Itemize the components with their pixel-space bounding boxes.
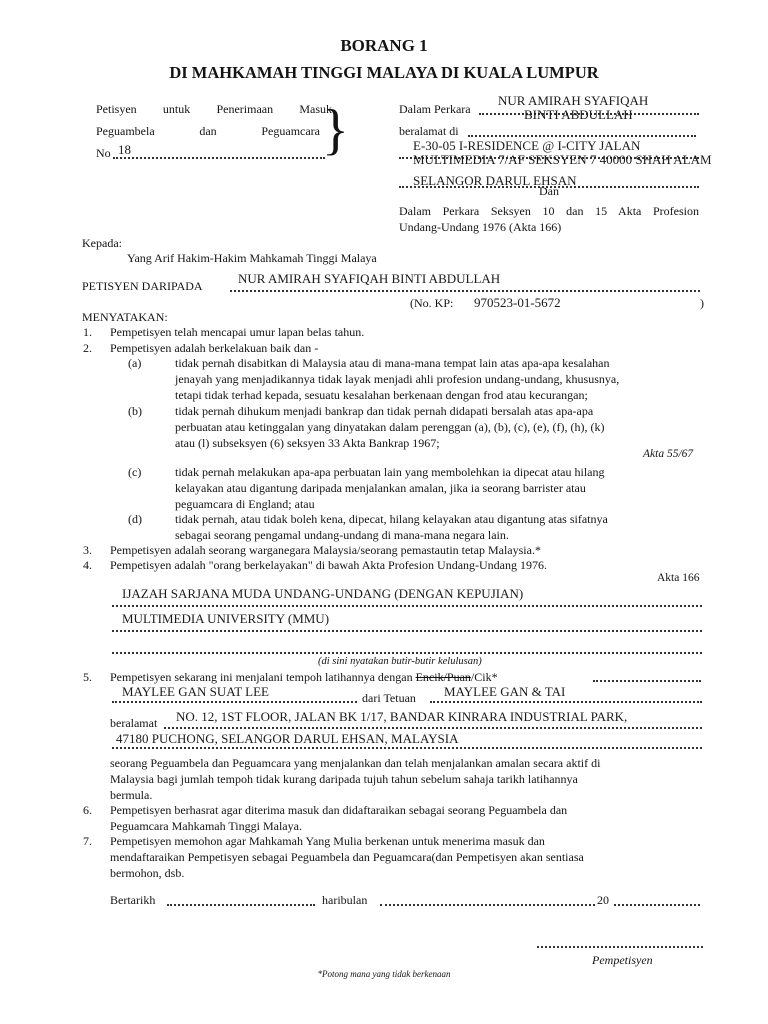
petition-no-label: No [96, 146, 111, 160]
petition-line-1: Petisyen untuk Penerimaan Masuk [96, 102, 332, 116]
kp-label: (No. KP: [410, 296, 454, 310]
petition-no-dots [113, 157, 325, 159]
clause-5-number: 5. [83, 670, 92, 684]
kp-number: 970523-01-5672 [474, 295, 561, 310]
clause-6-line-1: Pempetisyen berhasrat agar diterima masuk dan didaftaraikan sebagai seorang Peguambela dan [110, 803, 568, 817]
firm-address-line-1: NO. 12, 1ST FLOOR, JALAN BK 1/17, BANDAR KINRARA INDUSTRIAL PARK, [176, 709, 628, 724]
qualification-dots-1 [112, 605, 702, 607]
qualification-line-2: MULTIMEDIA UNIVERSITY (MMU) [122, 611, 330, 626]
menyatakan-label: MENYATAKAN: [82, 310, 168, 324]
sub-b-label: (b) [128, 404, 142, 418]
struck-title: Encik/Puan [415, 670, 471, 684]
akta-55-67: Akta 55/67 [643, 448, 694, 460]
applicant-address-line-1: E-30-05 I-RESIDENCE @ I-CITY JALAN [413, 138, 641, 153]
akta-166: Akta 166 [657, 572, 700, 584]
form-title: BORANG 1 [340, 36, 428, 55]
firm-name: MAYLEE GAN & TAI [444, 684, 566, 699]
month-dots [380, 904, 595, 906]
clause-3: Pempetisyen adalah seorang warganegara Malaysia/seorang pemastautin tetap Malaysia.* [110, 543, 541, 557]
left-brace: } [322, 99, 349, 161]
clause-6-line-2: Peguamcara Mahkamah Tinggi Malaya. [110, 819, 302, 833]
sub-b-line-2: perbuatan atau ketinggalan yang dinyatakan dalam perenggan (a), (b), (c), (e), (f), (h), (k) [175, 420, 605, 434]
clause-2: Pempetisyen adalah berkelakuan baik dan - [110, 341, 319, 355]
clause-5-para-2: Malaysia bagi jumlah tempoh tidak kurang daripada tujuh tahun sebelum sahaja tarikh latihannya [110, 772, 578, 786]
clause-5-lead-text: Pempetisyen sekarang ini menjalani tempoh latihannya dengan [110, 670, 413, 684]
sub-c-label: (c) [128, 465, 142, 479]
sub-a-label: (a) [128, 356, 142, 370]
petisyen-daripada-label: PETISYEN DARIPADA [82, 279, 203, 293]
petitioner-name: NUR AMIRAH SYAFIQAH BINTI ABDULLAH [238, 271, 501, 286]
statute-line-1: Dalam Perkara Seksyen 10 dan 15 Akta Profesion [399, 204, 699, 218]
clause-5-lead [110, 670, 498, 684]
petition-no-value: 18 [118, 142, 131, 157]
master-dots-left [112, 701, 357, 703]
firm-address-dots-2 [112, 747, 702, 749]
sub-c-line-3: peguamcara di England; atau [175, 497, 315, 511]
dalam-perkara-label: Dalam Perkara [399, 102, 471, 116]
title-cik: /Cik* [470, 670, 498, 684]
court-title: DI MAHKAMAH TINGGI MALAYA DI KUALA LUMPUR [169, 63, 599, 82]
sub-d-label: (d) [128, 512, 142, 526]
clause-4-number: 4. [83, 558, 92, 572]
sub-c-line-1: tidak pernah melakukan apa-apa perbuatan lain yang membolehkan ia dipecat atau hilang [175, 465, 605, 479]
sub-b-line-1: tidak pernah dihukum menjadi bankrap dan tidak pernah didapati bersalah atas apa-apa [175, 404, 594, 418]
clause-5-para-1: seorang Peguambela dan Peguamcara yang menjalankan dan telah menjalankan amalan secara aktif di [110, 756, 601, 770]
qualification-note: (di sini nyatakan butir-butir kelulusan) [318, 656, 482, 667]
day-dots [167, 904, 315, 906]
sub-d-line-2: sebagai seorang pengamal undang-undang di mana-mana negara lain. [175, 528, 509, 542]
clause-7-line-1: Pempetisyen memohon agar Mahkamah Yang Mulia berkenan untuk menerima masuk dan [110, 834, 545, 848]
firm-address-dots-1 [164, 727, 702, 729]
clause-7-line-2: mendaftaraikan Pempetisyen sebagai Peguambela dan Peguamcara(dan Pempetisyen akan sentiasa [110, 850, 584, 864]
clause-1: Pempetisyen telah mencapai umur lapan belas tahun. [110, 325, 365, 339]
sub-c-line-2: kelayakan atau digantung daripada menjalankan amalan, jika ia seorang barrister atau [175, 481, 586, 495]
clause-7-number: 7. [83, 834, 92, 848]
master-name: MAYLEE GAN SUAT LEE [122, 684, 269, 699]
petition-line-2: Peguambela dan Peguamcara [96, 124, 320, 138]
haribulan-label: haribulan [322, 893, 368, 907]
clause-4: Pempetisyen adalah "orang berkelayakan" di bawah Akta Profesion Undang-Undang 1976. [110, 558, 548, 572]
clause-5-para-3: bermula. [110, 788, 153, 802]
clause-6-number: 6. [83, 803, 92, 817]
beralamat-di-label: beralamat di [399, 124, 459, 138]
footnote: *Potong mana yang tidak berkenaan [317, 969, 451, 979]
clause-3-number: 3. [83, 543, 92, 557]
year-prefix: 20 [597, 893, 609, 907]
sub-a-line-1: tidak pernah disabitkan di Malaysia atau di mana-mana tempat lain atas apa-apa kesalahan [175, 356, 610, 370]
dari-tetuan-label: dari Tetuan [362, 691, 416, 705]
dan-label: Dan [539, 184, 559, 198]
signature-dots [537, 946, 703, 948]
qualification-line-1: IJAZAH SARJANA MUDA UNDANG-UNDANG (DENGAN KEPUJIAN) [122, 586, 524, 601]
sub-a-line-2: jenayah yang menjadikannya tidak layak menjadi ahli profesion undang-undang, khususnya, [175, 372, 620, 386]
qualification-dots-2 [112, 630, 702, 632]
master-dots-right [430, 701, 702, 703]
statute-line-2: Undang-Undang 1976 (Akta 166) [399, 220, 562, 234]
clause-5-lead-dots [593, 680, 701, 682]
applicant-name-line-1: NUR AMIRAH SYAFIQAH [498, 93, 649, 108]
petitioner-name-dots [230, 290, 700, 292]
beralamat-label: beralamat [110, 716, 158, 730]
sub-d-line-1: tidak pernah, atau tidak boleh kena, dipecat, hilang kelayakan atau digantung atas sifatnya [175, 512, 608, 526]
clause-1-number: 1. [83, 325, 92, 339]
applicant-address-line-2: MULTIMEDIA 7/AF SEKSYEN 7 40000 SHAH ALAM [413, 152, 712, 167]
clause-2-number: 2. [83, 341, 92, 355]
firm-address-line-2: 47180 PUCHONG, SELANGOR DARUL EHSAN, MALAYSIA [116, 731, 459, 746]
applicant-name-line-2: BINTI ABDULLAH [524, 107, 633, 122]
applicant-address-line-3: SELANGOR DARUL EHSAN [413, 173, 577, 188]
beralamat-di-dots [468, 135, 696, 137]
signature-label: Pempetisyen [592, 953, 653, 967]
year-dots [614, 904, 700, 906]
clause-7-line-3: bermohon, dsb. [110, 866, 185, 880]
kp-close: ) [700, 296, 704, 310]
sub-b-line-3: atau (l) subseksyen (6) seksyen 33 Akta Bankrap 1967; [175, 436, 440, 450]
sub-a-line-3: tetapi tidak terhad kepada, sesuatu kesalahan berkenaan dengan frod atau kecurangan; [175, 388, 588, 402]
addressee: Yang Arif Hakim-Hakim Mahkamah Tinggi Malaya [127, 251, 377, 265]
kepada-label: Kepada: [82, 236, 122, 250]
bertarikh-label: Bertarikh [110, 893, 156, 907]
qualification-dots-3 [112, 652, 702, 654]
